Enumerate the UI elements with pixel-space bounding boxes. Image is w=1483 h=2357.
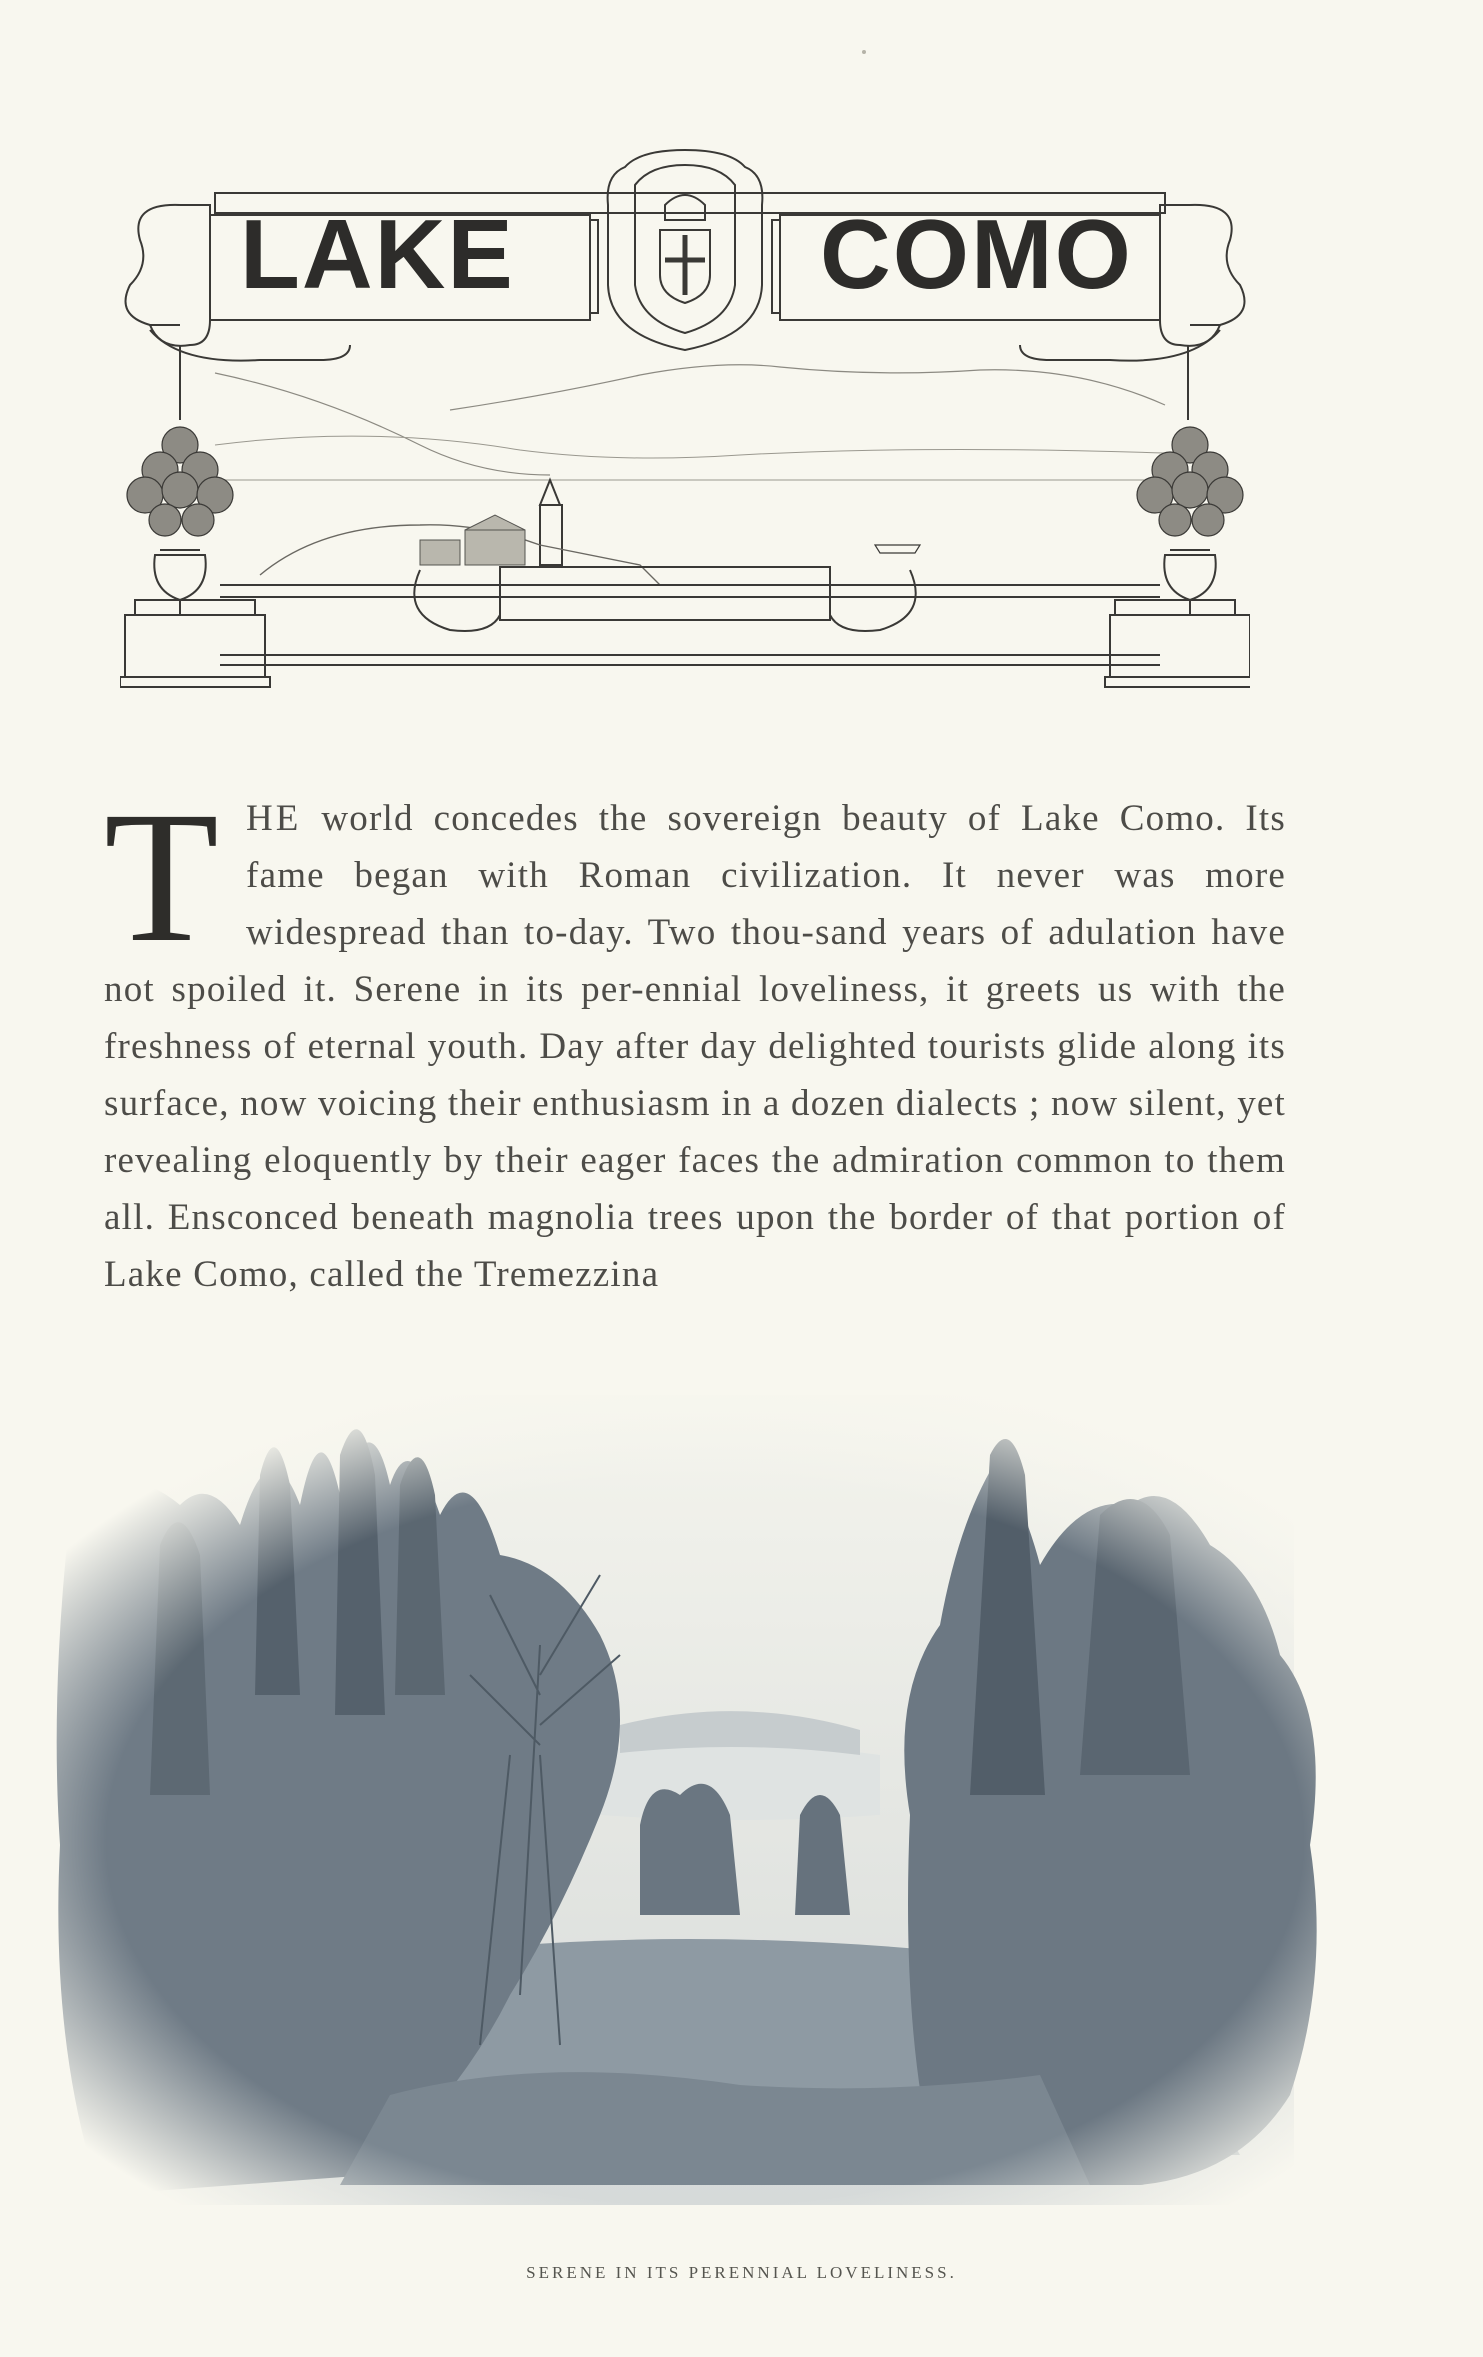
title-lake: LAKE [240,199,515,309]
body-paragraph [104,772,1286,1303]
title-como: COMO [820,199,1133,309]
first-word-rest: HE [246,798,302,839]
tree-urn-icon [127,427,233,615]
photo-caption: SERENE IN ITS PERENNIAL LOVELINESS. [526,2263,957,2282]
page-speck [862,50,866,54]
garden-photograph [40,1395,1370,2205]
drop-cap: T [104,772,221,981]
paragraph-text: world concedes the sovereign beauty of Lake Como. Its fame began with Roman civilization. It never was more widespread than to-day. Two thou-sand years of adulation have not spoiled it. Serene in its per-ennial loveliness, it greets us with the freshness of eternal youth. Day after day delighted tourists glide along its surface, now voicing their enthusiasm in a dozen dialects ; now silent, yet revealing eloquently by their eager faces the admiration common to them all. Ensconced beneath magnolia trees upon the border of that portion of Lake Como, called the Tremezzina [104,798,1286,1295]
